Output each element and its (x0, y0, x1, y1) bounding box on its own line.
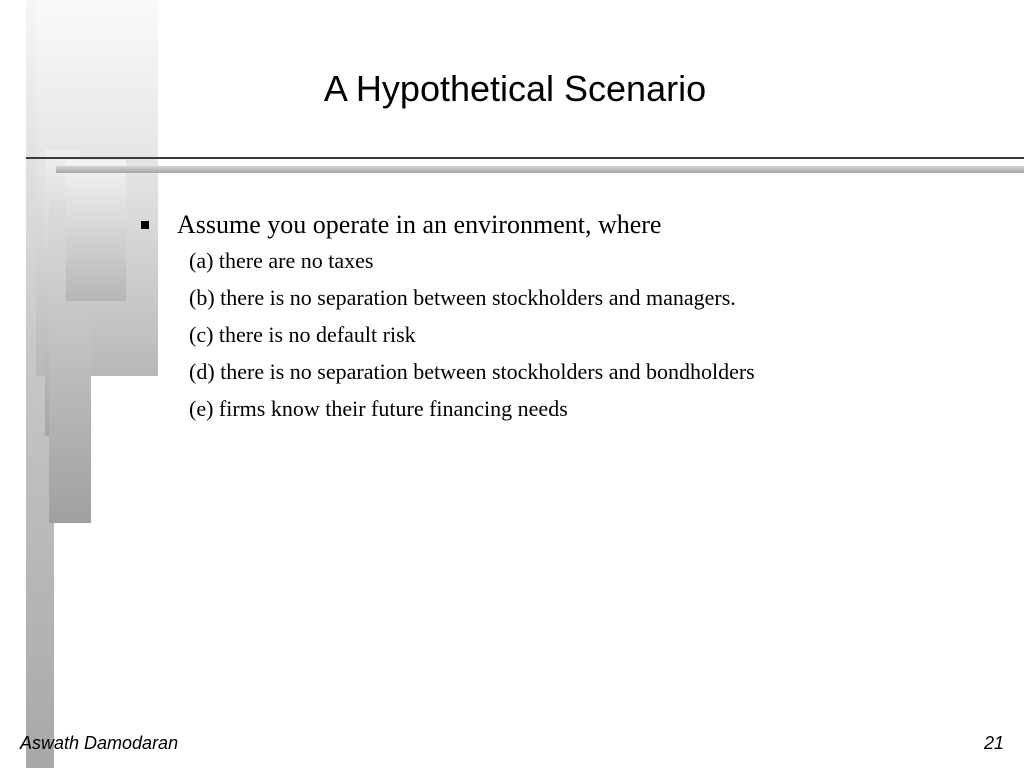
footer-author: Aswath Damodaran (20, 733, 179, 753)
condition-item: (c) there is no default risk (189, 322, 416, 347)
bullet-text: Assume you operate in an environment, where (177, 210, 662, 239)
decorative-bar (66, 160, 126, 301)
condition-item: (a) there are no taxes (189, 248, 374, 273)
condition-item: (d) there is no separation between stockholders and bondholders (189, 359, 755, 384)
footer-page-number: 21 (983, 733, 1004, 753)
title-divider-shadow (56, 166, 1024, 173)
slide-title: A Hypothetical Scenario (323, 68, 707, 109)
slide-body (138, 210, 998, 433)
title-divider (26, 157, 1024, 159)
condition-item: (e) firms know their future financing needs (189, 396, 568, 421)
square-bullet-icon (141, 221, 149, 229)
condition-item: (b) there is no separation between stockholders and managers. (189, 285, 736, 310)
condition-list (138, 248, 998, 433)
bullet-item (138, 210, 998, 248)
